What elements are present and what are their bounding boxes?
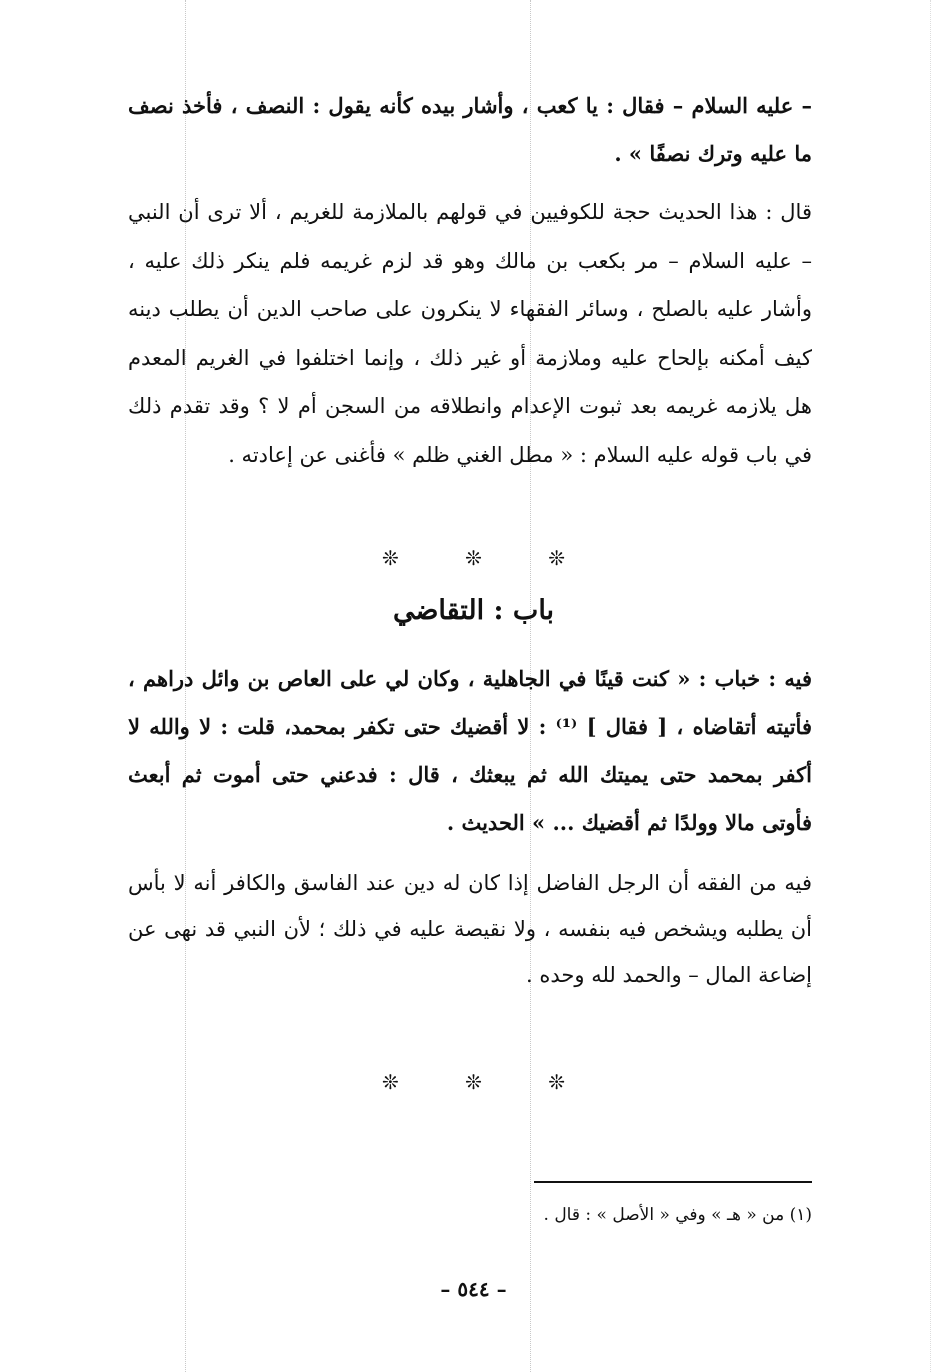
section-separator <box>0 1070 947 1094</box>
paragraph-hadith-khabbab: فيه : خباب : « كنت قينًا في الجاهلية ، وكان لي على العاص بن وائل دراهم ، فأتيته أتقاضاه ، [ فقال ] ⁽¹⁾ : لا أقضيك حتى تكفر بمحمد، قلت : لا والله لا أكفر بمحمد حتى يميتك الله ثم يبعثك ، قال : فدعني حتى أموت ثم أبعث فأوتى مالا وولدًا ثم أقضيك ... » الحديث . <box>128 666 812 835</box>
star-ornament-icon: ❊ <box>465 1070 482 1094</box>
footnote: (١) من « هـ » وفي « الأصل » : قال . <box>543 1205 812 1225</box>
star-ornament-icon: ❊ <box>465 546 482 570</box>
page-number: – ٥٤٤ – <box>440 1277 507 1301</box>
chapter-heading: باب : التقاضي <box>392 595 555 626</box>
paragraph-hadith-continuation: – عليه السلام – فقال : يا كعب ، وأشار بيده كأنه يقول : النصف ، فأخذ نصف ما عليه وترك نصفًا » . <box>128 93 812 166</box>
star-ornament-icon: ❊ <box>548 546 565 570</box>
paragraph-fiqh-commentary: فيه من الفقه أن الرجل الفاضل إذا كان له دين عند الفاسق والكافر أنه لا بأس أن يطلبه ويشخص فيه بنفسه ، ولا نقيصة عليه في ذلك ؛ لأن النبي قد نهى عن إضاعة المال – والحمد لله وحده . <box>128 871 813 987</box>
paragraph-commentary: قال : هذا الحديث حجة للكوفيين في قولهم بالملازمة للغريم ، ألا ترى أن النبي – عليه السلام – مر بكعب بن مالك وهو قد لزم غريمه فلم ينكر ذلك عليه ، وأشار عليه بالصلح ، وسائر الفقهاء لا ينكرون على صاحب الدين أن يطلب دينه كيف أمكنه بإلحاح عليه وملازمة أو غير ذلك ، وإنما اختلفوا في الغريم المعدم هل يلازمه غريمه بعد ثبوت الإعدام وانطلاقه من السجن أم لا ؟ وقد تقدم ذلك في باب قوله عليه السلام : « مطل الغني ظلم » فأغنى عن إعادته . <box>128 200 812 467</box>
footnote-divider <box>534 1181 812 1183</box>
section-separator <box>0 546 947 570</box>
star-ornament-icon: ❊ <box>381 546 399 570</box>
star-ornament-icon: ❊ <box>548 1070 565 1094</box>
scan-fold-line <box>930 0 931 1372</box>
star-ornament-icon: ❊ <box>381 1070 399 1094</box>
